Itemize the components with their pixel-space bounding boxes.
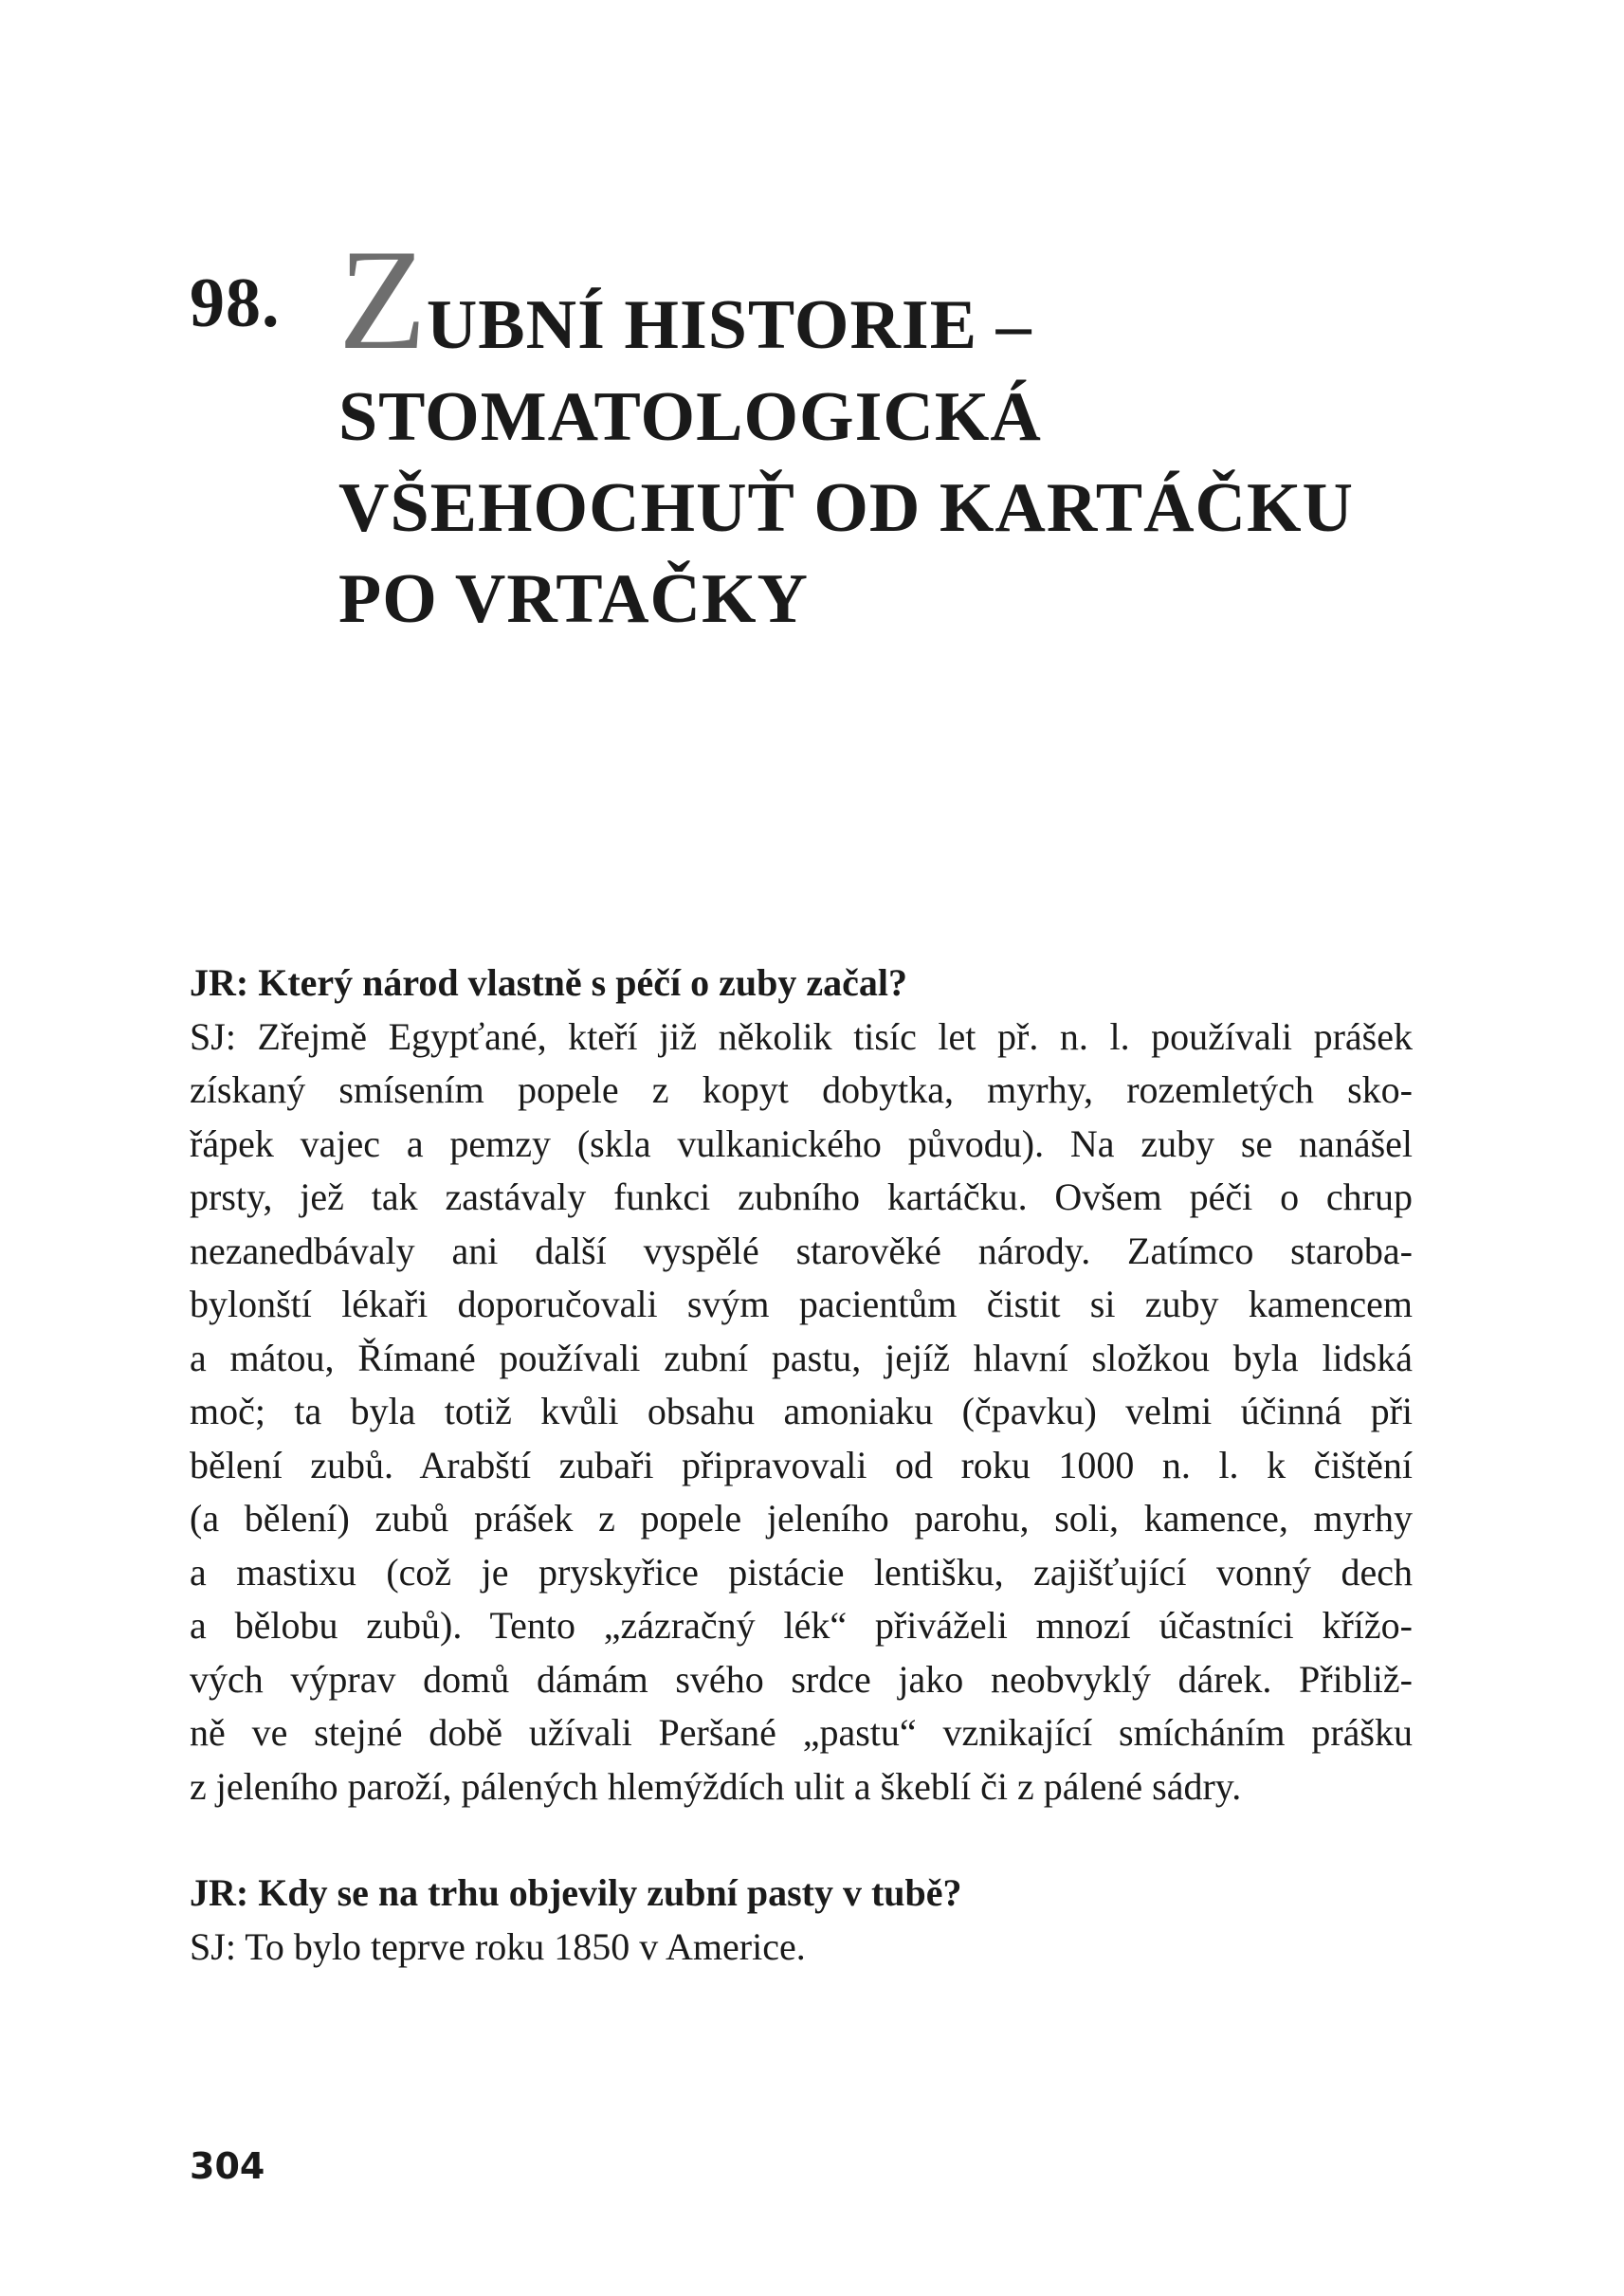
chapter-title bbox=[338, 220, 1476, 645]
answer-line: řápek vajec a pemzy (skla vulkanického původu). Na zuby se nanášel bbox=[190, 1121, 1413, 1165]
chapter-title-line-3: VŠEHOCHUŤ OD KARTÁČKU bbox=[338, 469, 1354, 547]
chapter-number: 98. bbox=[190, 264, 281, 342]
answer-line: a mátou, Římané používali zubní pastu, jejíž hlavní složkou byla lidská bbox=[190, 1336, 1413, 1379]
answer-line: vých výprav domů dámám svého srdce jako neobvyklý dárek. Přibliž- bbox=[190, 1657, 1413, 1701]
answer-line: z jeleního paroží, pálených hlemýždích ulit a škeblí či z pálené sádry. bbox=[190, 1764, 1242, 1808]
chapter-title-line-4: PO VRTAČKY bbox=[338, 560, 809, 638]
paragraph-gap bbox=[190, 1813, 1413, 1867]
answer-line: nezanedbávaly ani další vyspělé starověké národy. Zatímco staroba- bbox=[190, 1229, 1413, 1272]
answer-line: (a bělení) zubů prášek z popele jeleního parohu, soli, kamence, myrhy bbox=[190, 1497, 1413, 1540]
interview-content bbox=[190, 957, 1413, 1974]
answer-2 bbox=[190, 1921, 1413, 1975]
answer-line: získaný smísením popele z kopyt dobytka, myrhy, rozemletých sko- bbox=[190, 1068, 1413, 1111]
answer-line: SJ: To bylo teprve roku 1850 v Americe. bbox=[190, 1924, 806, 1968]
answer-1 bbox=[190, 1011, 1413, 1814]
chapter-title-initial: Z bbox=[338, 220, 427, 379]
chapter-title-line-2: STOMATOLOGICKÁ bbox=[338, 378, 1042, 456]
question-2: JR: Kdy se na trhu objevily zubní pasty v tubě? bbox=[190, 1871, 962, 1914]
answer-line: bylonští lékaři doporučovali svým pacientům čistit si zuby kamencem bbox=[190, 1283, 1413, 1325]
page-number: 304 bbox=[190, 2145, 265, 2187]
answer-line: a mastixu (což je pryskyřice pistácie lentišku, zajišťující vonný dech bbox=[190, 1550, 1413, 1594]
answer-line: prsty, jež tak zastávaly funkci zubního kartáčku. Ovšem péči o chrup bbox=[190, 1175, 1413, 1218]
answer-line: bělení zubů. Arabští zubaři připravovali od roku 1000 n. l. k čištění bbox=[190, 1443, 1413, 1486]
chapter-title-line-1: ZUBNÍ HISTORIE – bbox=[338, 220, 1032, 379]
answer-line: moč; ta byla totiž kvůli obsahu amoniaku (čpavku) velmi účinná při bbox=[190, 1390, 1413, 1432]
answer-line: SJ: Zřejmě Egypťané, kteří již několik tisíc let př. n. l. používali prášek bbox=[190, 1014, 1413, 1058]
answer-line: ně ve stejné době užívali Peršané „pastu“ vznikající smícháním prášku bbox=[190, 1711, 1413, 1754]
question-1: JR: Který národ vlastně s péčí o zuby začal? bbox=[190, 961, 907, 1004]
answer-line: a bělobu zubů). Tento „zázračný lék“ přiváželi mnozí účastníci křížo- bbox=[190, 1604, 1413, 1647]
